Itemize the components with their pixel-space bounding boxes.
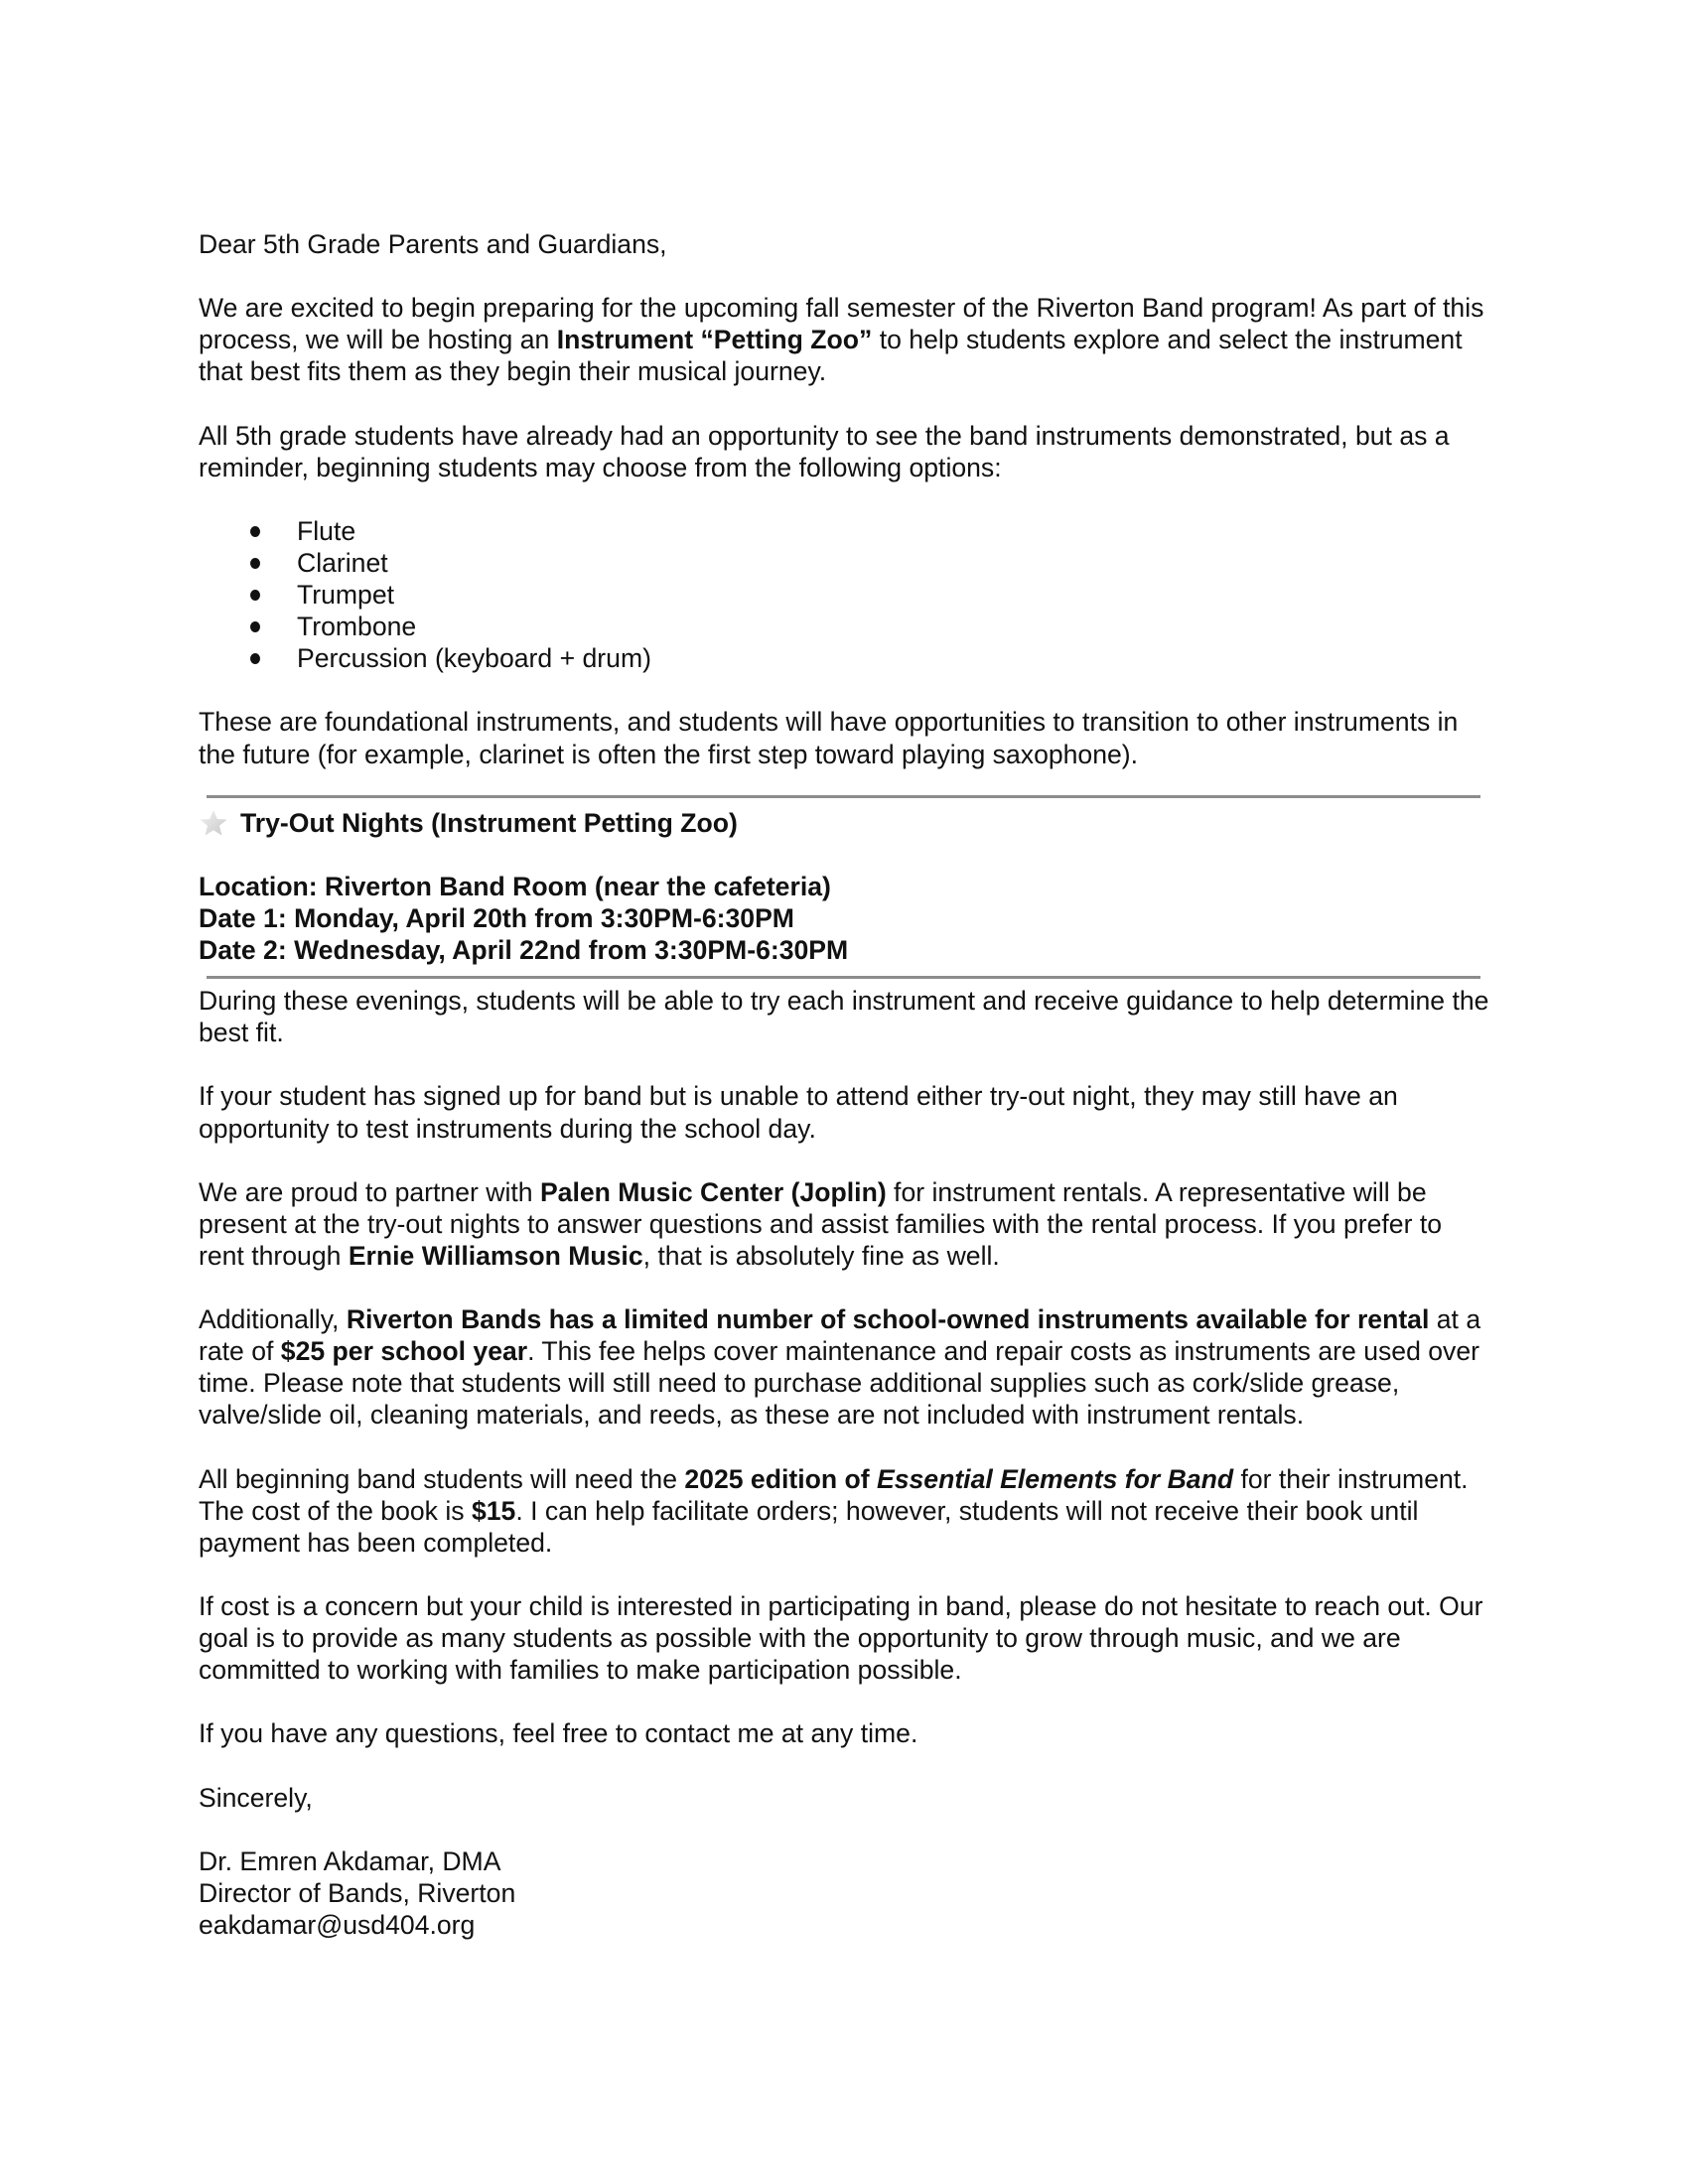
petting-zoo-emphasis: Instrument “Petting Zoo”	[556, 325, 873, 355]
signature-name: Dr. Emren Akdamar, DMA	[199, 1845, 501, 1876]
list-item	[199, 642, 1489, 674]
tryout-location: Location: Riverton Band Room (near the cafeteria)	[199, 871, 831, 901]
foundational-paragraph: These are foundational instruments, and students will have opportunities to transition to other instruments in the future (for example, clarinet is often the first step toward playing saxophone).	[199, 707, 1459, 769]
tryout-date-1: Date 1: Monday, April 20th from 3:30PM-6:30PM	[199, 902, 794, 933]
instrument-label: Trombone	[297, 612, 417, 642]
school-owned-text-2: at a rate of	[199, 1304, 1481, 1367]
signature-email[interactable]: eakdamar@usd404.org	[199, 1909, 476, 1940]
bullet-icon	[250, 653, 260, 664]
options-intro-paragraph: All 5th grade students have already had an opportunity to see the band instruments demonstrated, but as a reminder, beginning students may choose from the following options:	[199, 420, 1450, 482]
book-edition: 2025 edition of	[684, 1463, 877, 1494]
partner-text-3: , that is absolutely fine as well.	[642, 1240, 1000, 1271]
section-divider-bottom	[207, 976, 1480, 979]
school-owned-emphasis: Riverton Bands has a limited number of school-owned instruments available for rental	[346, 1304, 1430, 1335]
book-text-2: for their instrument. The cost of the book is	[199, 1463, 1469, 1526]
intro-text-1: We are excited to begin preparing for the upcoming fall semester of the Riverton Band program! As part of this process, we will be hosting an	[199, 293, 1484, 355]
bullet-icon	[250, 621, 260, 632]
bullet-icon	[250, 558, 260, 569]
letter-page	[199, 228, 1489, 1941]
star-icon	[199, 808, 228, 838]
signature-title: Director of Bands, Riverton	[199, 1877, 516, 1908]
rental-rate: $25 per school year	[280, 1336, 528, 1367]
instrument-label: Percussion (keyboard + drum)	[297, 643, 651, 674]
school-owned-text-1: Additionally,	[199, 1304, 347, 1335]
signature-block	[199, 1845, 1489, 1941]
list-item	[199, 611, 1489, 642]
instrument-label: Clarinet	[297, 547, 388, 578]
book-title: Essential Elements for Band	[876, 1463, 1234, 1494]
list-item	[199, 547, 1489, 579]
closing: Sincerely,	[199, 1782, 313, 1813]
cost-concern-paragraph: If cost is a concern but your child is interested in participating in band, please do not hesitate to reach out. Our goal is to provide as many students as possible with the opportunity to grow through music, and we are committed to working with families to make participation possible.	[199, 1590, 1483, 1686]
book-price: $15	[471, 1495, 516, 1526]
bullet-icon	[250, 526, 260, 537]
tryout-date-2: Date 2: Wednesday, April 22nd from 3:30PM-6:30PM	[199, 935, 849, 966]
book-paragraph	[199, 1463, 1489, 1559]
partner-text-1: We are proud to partner with	[199, 1176, 540, 1207]
ernie-williamson-music: Ernie Williamson Music	[348, 1240, 643, 1271]
instrument-label: Trumpet	[297, 580, 395, 611]
partner-paragraph	[199, 1176, 1489, 1272]
list-item	[199, 515, 1489, 547]
evenings-paragraph: During these evenings, students will be able to try each instrument and receive guidance to help determine the best fit.	[199, 986, 1489, 1048]
partner-text-2: for instrument rentals. A representative will be present at the try-out nights to answer questions and assist families with the rental process. If you prefer to rent through	[199, 1176, 1443, 1271]
instrument-list	[199, 515, 1489, 674]
list-item	[199, 579, 1489, 611]
tryout-details	[199, 871, 1489, 966]
school-owned-text-3: . This fee helps cover maintenance and repair costs as instruments are used over time. Please note that students will still need to purchase additional supplies such as cork/slide grease, valve/slide oil, cleaning materials, and reeds, as these are not included with instrument rentals.	[199, 1336, 1479, 1431]
intro-paragraph	[199, 292, 1489, 387]
unable-paragraph: If your student has signed up for band but is unable to attend either try-out night, they may still have an opportunity to test instruments during the school day.	[199, 1081, 1398, 1144]
book-text-1: All beginning band students will need the	[199, 1463, 685, 1494]
section-divider-top	[207, 795, 1480, 798]
salutation: Dear 5th Grade Parents and Guardians,	[199, 229, 667, 259]
school-owned-paragraph	[199, 1303, 1489, 1431]
instrument-label: Flute	[297, 515, 356, 546]
book-text-3: . I can help facilitate orders; however, students will not receive their book until payment has been completed.	[199, 1495, 1419, 1558]
bullet-icon	[250, 590, 260, 601]
intro-text-2: to help students explore and select the instrument that best fits them as they begin their musical journey.	[199, 325, 1463, 387]
tryout-heading	[199, 807, 1489, 839]
palen-music-center: Palen Music Center (Joplin)	[539, 1176, 887, 1207]
questions-paragraph: If you have any questions, feel free to contact me at any time.	[199, 1718, 918, 1749]
tryout-heading-text: Try-Out Nights (Instrument Petting Zoo)	[240, 807, 738, 838]
